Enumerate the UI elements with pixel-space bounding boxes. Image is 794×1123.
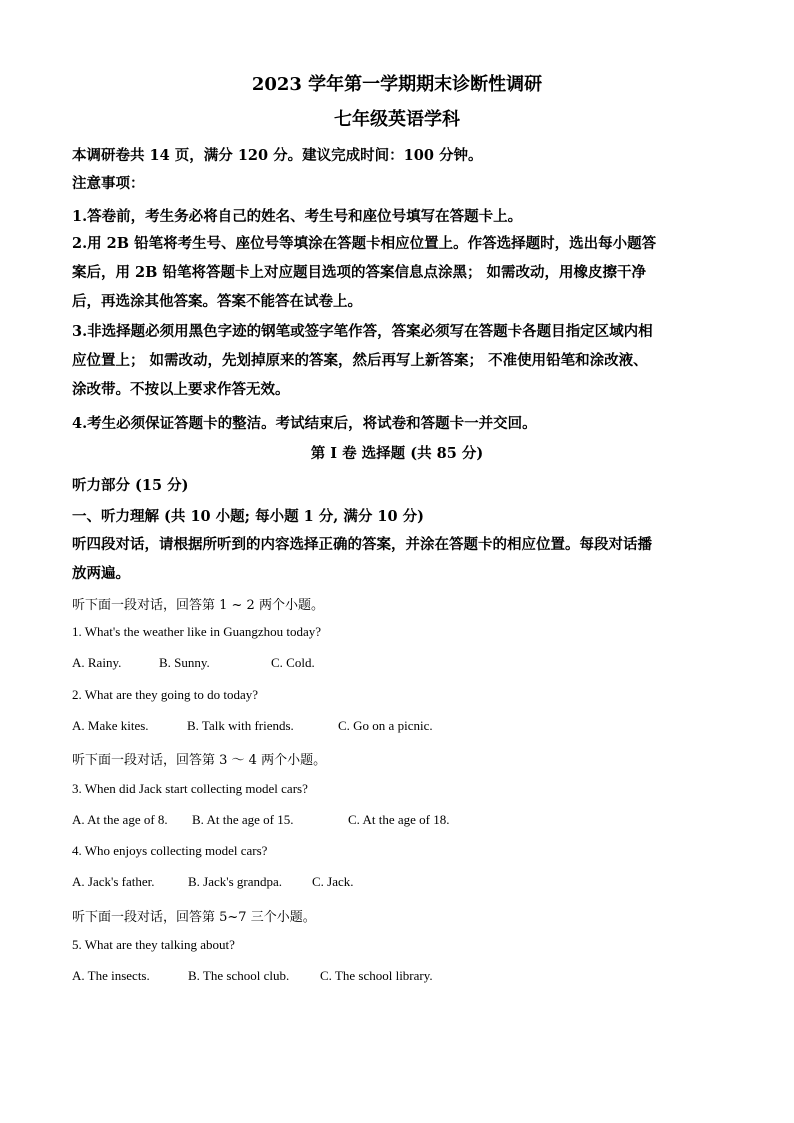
dialogue-intro: 听下面一段对话，回答第 3 ～ 4 两个小题。 [72,753,327,768]
option-b: B. Jack's grandpa. [188,874,283,889]
listening-heading: 听力部分 (15 分) [72,477,189,494]
notice-item: 案后，用 2B 铅笔将答题卡上对应题目选项的答案信息点涂黑； 如需改动，用橡皮擦干净 [72,264,646,281]
option-a: A. At the age of 8. [72,812,168,827]
option-c: C. At the age of 18. [348,812,450,827]
option-c: C. Cold. [271,655,315,670]
question-5: 5. What are they talking about? [72,937,235,952]
notice-item: 涂改带。不按以上要求作答无效。 [72,381,290,398]
exam-info: 本调研卷共 14 页，满分 120 分。建议完成时间：100 分钟。 [72,147,483,164]
option-c: C. Jack. [312,874,354,889]
option-a: A. Jack's father. [72,874,155,889]
option-c: C. The school library. [320,968,433,983]
notice-item: 后，再选涂其他答案。答案不能答在试卷上。 [72,293,362,310]
option-a: A. Rainy. [72,655,122,670]
question-1: 1. What's the weather like in Guangzhou today? [72,624,322,639]
notice-item: 2.用 2B 铅笔将考生号、座位号等填涂在答题卡相应位置上。作答选择题时，选出每小题答 [72,235,657,252]
section-instructions: 放两遍。 [72,565,130,582]
question-4: 4. Who enjoys collecting model cars? [72,843,268,858]
option-b: B. At the age of 15. [192,812,294,827]
section-instructions: 听四段对话，请根据所听到的内容选择正确的答案，并涂在答题卡的相应位置。每段对话播 [72,536,652,553]
question-2: 2. What are they going to do today? [72,687,259,702]
option-b: B. Sunny. [159,655,210,670]
question-2-options [72,718,433,734]
section-heading: 一、听力理解 (共 10 小题; 每小题 1 分, 满分 10 分) [72,508,424,525]
option-b: B. Talk with friends. [187,718,294,733]
question-5-options [72,968,433,984]
part-heading: 第 I 卷 选择题 (共 85 分) [310,445,484,462]
option-b: B. The school club. [188,968,290,983]
option-c: C. Go on a picnic. [338,718,433,733]
dialogue-intro: 听下面一段对话，回答第 1 ~ 2 两个小题。 [72,598,324,613]
notice-item: 1.答卷前，考生务必将自己的姓名、考生号和座位号填写在答题卡上。 [72,208,523,225]
question-4-options [72,874,354,890]
option-a: A. The insects. [72,968,150,983]
dialogue-intro: 听下面一段对话，回答第 5~7 三个小题。 [72,910,316,925]
notice-item: 4.考生必须保证答题卡的整洁。考试结束后，将试卷和答题卡一并交回。 [72,415,537,432]
option-a: A. Make kites. [72,718,149,733]
notice-item: 3.非选择题必须用黑色字迹的钢笔或签字笔作答，答案必须写在答题卡各题目指定区域内相 [72,323,653,340]
notice-heading: 注意事项： [72,175,145,192]
question-3: 3. When did Jack start collecting model cars? [72,781,308,796]
question-1-options [72,655,315,671]
page-subtitle: 七年级英语学科 [334,109,460,130]
question-3-options [72,812,449,828]
notice-item: 应位置上； 如需改动，先划掉原来的答案，然后再写上新答案； 不准使用铅笔和涂改液、 [72,352,648,369]
page-title: 2023 学年第一学期期末诊断性调研 [251,74,543,95]
